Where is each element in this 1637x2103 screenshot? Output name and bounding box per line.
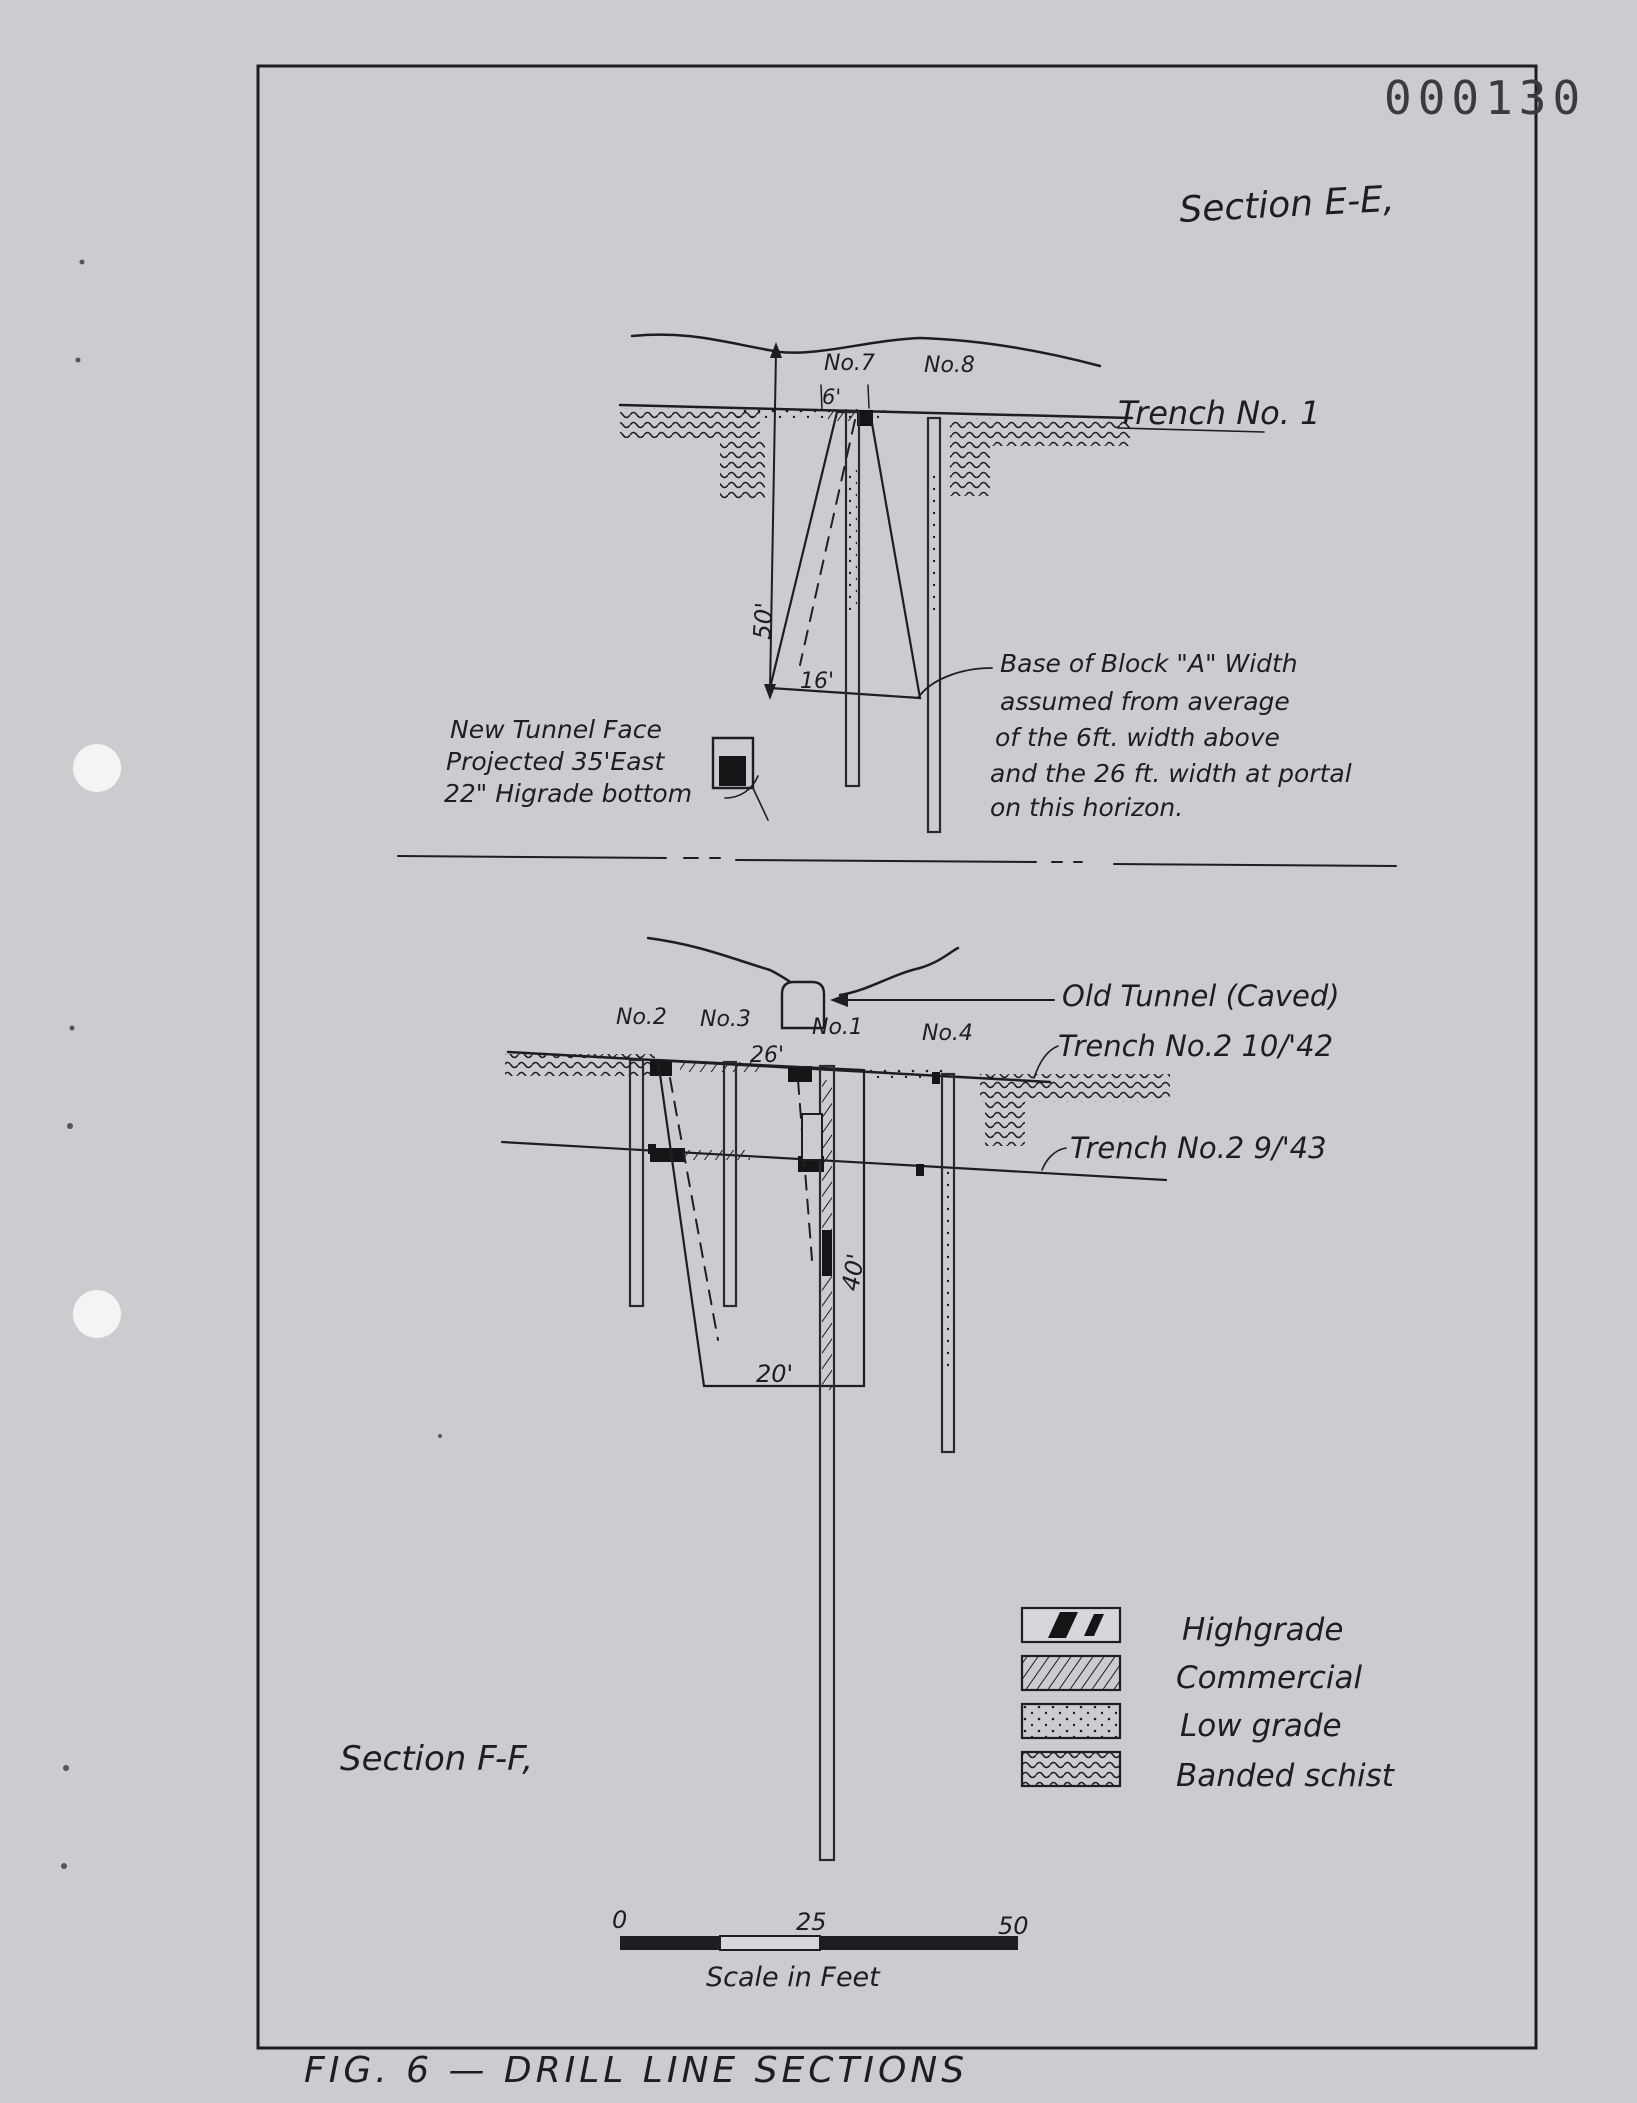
trench-1-label: Trench No. 1 bbox=[1118, 394, 1321, 432]
section-f-depth-label: 40' bbox=[836, 1251, 871, 1294]
section-e-title: Section E-E, bbox=[1178, 178, 1396, 231]
new-tunnel-face-note: New Tunnel Face Projected 35'East 22" Higrade bottom bbox=[444, 715, 693, 808]
hole-label-no3: No.3 bbox=[700, 1007, 751, 1032]
scale-bar bbox=[612, 1906, 1029, 1993]
section-f-title: Section F-F, bbox=[340, 1739, 534, 1779]
drill-hole-no2 bbox=[630, 1060, 643, 1306]
hole-label-no2: No.2 bbox=[616, 1005, 667, 1030]
legend-label-commercial: Commercial bbox=[1176, 1660, 1363, 1696]
trench-1-commercial-fill bbox=[828, 409, 858, 421]
legend-label-lowgrade: Low grade bbox=[1180, 1708, 1342, 1744]
section-e-top-width: 6' bbox=[822, 385, 842, 409]
drill-hole-no3 bbox=[724, 1062, 736, 1306]
scale-caption: Scale in Feet bbox=[706, 1962, 880, 1993]
trench-1-schist-left bbox=[620, 408, 760, 438]
trench-1-schist-right bbox=[950, 418, 1130, 446]
trench-1-schist-left-lower bbox=[720, 440, 765, 500]
hole-label-no4: No.4 bbox=[922, 1021, 973, 1046]
old-tunnel-label: Old Tunnel (Caved) bbox=[1062, 979, 1340, 1013]
binder-hole-bottom bbox=[73, 1290, 121, 1338]
legend-swatch-lowgrade bbox=[1022, 1704, 1120, 1738]
trench-1-schist-right-lower bbox=[950, 446, 990, 496]
trench-2-upper-label: Trench No.2 10/'42 bbox=[1058, 1029, 1334, 1063]
scale-tick-50: 50 bbox=[998, 1912, 1029, 1940]
section-f-top-width: 26' bbox=[750, 1043, 785, 1068]
hole-label-no7: No.7 bbox=[824, 351, 875, 376]
base-of-block-note: Base of Block "A" Width assumed from average of the 6ft. width above and the 26 ft. width at portal on this horizon. bbox=[990, 649, 1352, 822]
legend-swatch-schist bbox=[1022, 1752, 1120, 1786]
legend-label-highgrade: Highgrade bbox=[1182, 1612, 1344, 1648]
figure-title: FIG. 6 — DRILL LINE SECTIONS bbox=[304, 2050, 969, 2091]
scale-tick-0: 0 bbox=[612, 1906, 628, 1934]
legend bbox=[1022, 1608, 1396, 1794]
trench-2-lower-label: Trench No.2 9/'43 bbox=[1070, 1131, 1327, 1165]
hole-label-no8: No.8 bbox=[924, 353, 975, 378]
section-f-bottom-width: 20' bbox=[756, 1360, 794, 1388]
section-e-bottom-width: 16' bbox=[800, 669, 835, 694]
section-e-depth-label: 50' bbox=[748, 601, 779, 641]
scale-tick-25: 25 bbox=[796, 1908, 827, 1936]
document-number: 000130 bbox=[1384, 71, 1587, 125]
legend-label-schist: Banded schist bbox=[1176, 1758, 1394, 1794]
legend-swatch-commercial bbox=[1022, 1656, 1120, 1690]
hole-label-no1: No.1 bbox=[812, 1015, 863, 1040]
binder-hole-top bbox=[73, 744, 121, 792]
